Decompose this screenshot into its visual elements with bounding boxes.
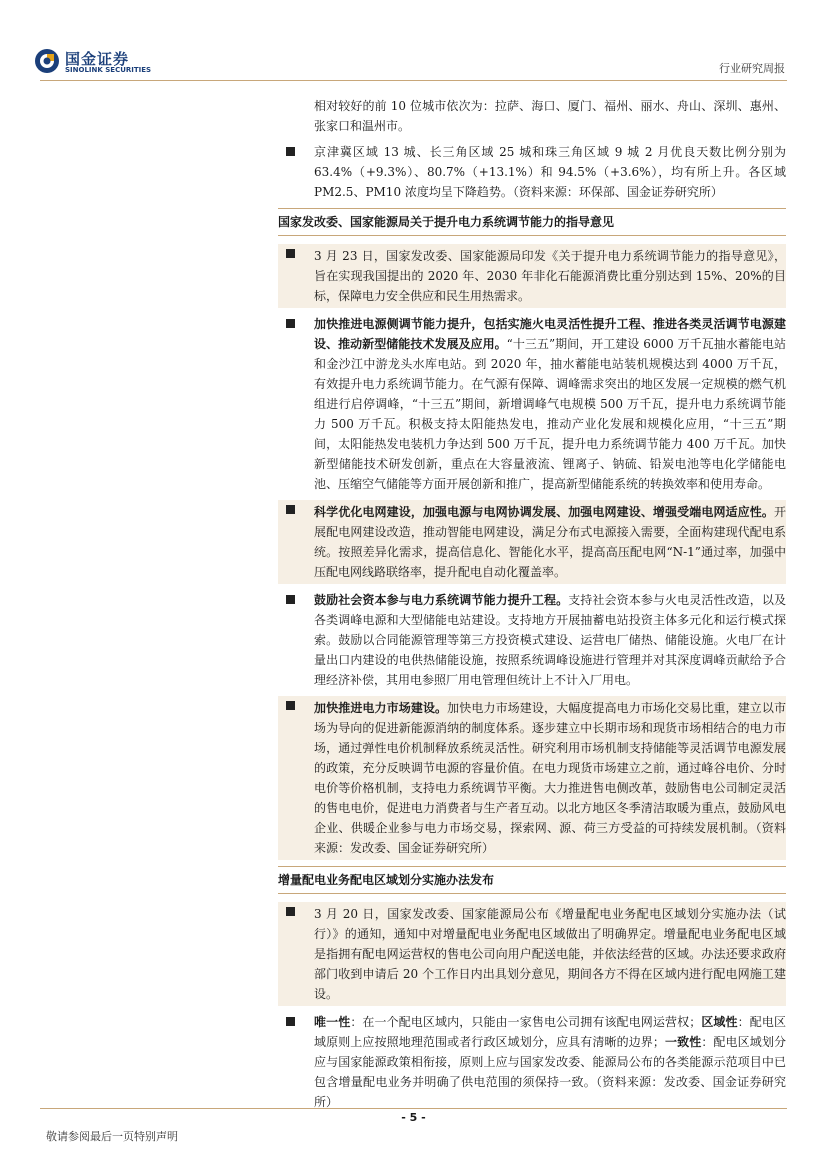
body-text: 支持社会资本参与火电灵活性改造，以及各类调峰电源和大型储能电站建设。支持地方开展抽蓄电站投资主体多元化和运行模式探索。鼓励以合同能源管理等第三方投资模式建设、运营电厂储热、储能设施。火电厂在计量出口内建设的电供热储能设施，按照系统调峰设施进行管理并对其深度调峰贡献给予合理经济补偿，其用电参照厂用电管理但统计上不计入厂用电。 bbox=[314, 593, 786, 687]
paragraph-continuation bbox=[278, 96, 786, 136]
bold-lead-text: 鼓励社会资本参与电力系统调节能力提升工程。 bbox=[314, 593, 569, 607]
square-bullet-icon bbox=[286, 505, 295, 514]
body-text: 京津冀区域 13 城、长三角区域 25 城和珠三角区域 9 城 2 月优良天数比例分别为 63.4%（+9.3%）、80.7%（+13.1%）和 94.5%（+3.6%），均有所上升。各区域 PM2.5、PM10 浓度均呈下降趋势。（资料来源：环保部、国金证券研究所） bbox=[314, 145, 786, 199]
bullet-paragraph bbox=[278, 142, 786, 202]
square-bullet-icon bbox=[286, 249, 295, 258]
bold-lead-text: 一致性 bbox=[664, 1035, 702, 1049]
company-logo bbox=[34, 46, 154, 80]
section-title: 国家发改委、国家能源局关于提升电力系统调节能力的指导意见 bbox=[278, 208, 786, 236]
page-number: - 5 - bbox=[401, 1111, 426, 1124]
body-text: ：配电区域划分应与国家能源政策相衔接，原则上应与国家发改委、能源局公布的各类能源示范项目中已包含增量配电业务并明确了供电范围的须保持一致。（资料来源：发改委、国金证券研究所） bbox=[314, 1035, 786, 1109]
body-text: 3 月 20 日，国家发改委、国家能源局公布《增量配电业务配电区域划分实施办法（试行）》的通知，通知中对增量配电业务配电区域做出了明确界定。增量配电业务配电区域是指拥有配电网运营权的售电公司向用户配送电能，并依法经营的区域。办法还要求政府部门收到申请后 20 个工作日内出具划分意见，期间各方不得在区域内进行配电网施工建设。 bbox=[314, 907, 786, 1001]
bold-lead-text: 科学优化电网建设，加强电源与电网协调发展、加强电网建设、增强受端电网适应性。 bbox=[314, 505, 774, 519]
bold-lead-text: 加快推进电力市场建设。 bbox=[314, 701, 448, 715]
bullet-paragraph bbox=[278, 244, 786, 308]
square-bullet-icon bbox=[286, 319, 295, 328]
logo-text-cn: 国金证券 bbox=[65, 50, 130, 68]
bullet-paragraph bbox=[278, 314, 786, 494]
body-text: 加快电力市场建设，大幅度提高电力市场化交易比重，建立以市场为导向的促进新能源消纳的制度体系。逐步建立中长期市场和现货市场相结合的电力市场，通过弹性电价机制释放系统灵活性。研究利用市场机制支持储能等灵活调节电源发展的政策，充分反映调节电源的容量价值。在电力现货市场建立之前，通过峰谷电价、分时电价等价格机制，支持电力系统调节平衡。大力推进售电侧改革，鼓励售电公司制定灵活的售电电价，促进电力消费者与生产者互动。以北方地区冬季清洁取暖为重点，鼓励风电企业、供暖企业参与电力市场交易，探索网、源、荷三方受益的可持续发展机制。（资料来源：发改委、国金证券研究所） bbox=[314, 701, 786, 855]
footer-divider bbox=[40, 1108, 787, 1109]
body-text: 相对较好的前 10 位城市依次为：拉萨、海口、厦门、福州、丽水、舟山、深圳、惠州、张家口和温州市。 bbox=[314, 99, 786, 133]
body-text: 开展配电网建设改造，推动智能电网建设，满足分布式电源接入需要，全面构建现代配电系统。按照差异化需求，提高信息化、智能化水平，提高高压配电网“N-1”通过率，加强中压配电网线路联络率，提升配电自动化覆盖率。 bbox=[314, 505, 786, 579]
header-divider bbox=[40, 80, 787, 81]
report-type-label: 行业研究周报 bbox=[719, 62, 785, 75]
bullet-paragraph bbox=[278, 696, 786, 860]
square-bullet-icon bbox=[286, 1017, 295, 1026]
body-text: ：配电区域原则上应按照地理范围或者行政区域划分，应具有清晰的边界； bbox=[314, 1015, 786, 1049]
square-bullet-icon bbox=[286, 595, 295, 604]
bullet-paragraph bbox=[278, 500, 786, 584]
disclaimer-text: 敬请参阅最后一页特别声明 bbox=[46, 1130, 178, 1143]
page-header bbox=[0, 0, 827, 86]
bold-lead-text: 加快推进电源侧调节能力提升，包括实施火电灵活性提升工程、推进各类灵活调节电源建设、推动新型储能技术发展及应用。 bbox=[314, 317, 786, 351]
body-text: “十三五”期间，开工建设 6000 万千瓦抽水蓄能电站和金沙江中游龙头水库电站。到 2020 年，抽水蓄能电站装机规模达到 4000 万千瓦，有效提升电力系统调节能力。在气源有保障、调峰需求突出的地区发展一定规模的燃气机组进行启停调峰，“十三五”期间，新增调峰气电规模 500 万千瓦，提升电力系统调节能力 500 万千瓦。积极支持太阳能热发电，推动产业化发展和规模化应用，“十三五”期间，太阳能热发电装机力争达到 500 万千瓦，提升电力系统调节能力 400 万千瓦。加快新型储能技术研发创新，重点在大容量液流、锂离子、钠硫、铅炭电池等电化学储能电池、压缩空气储能等方面开展创新和推广，提高新型储能系统的转换效率和使用寿命。 bbox=[314, 337, 786, 491]
square-bullet-icon bbox=[286, 147, 295, 156]
bullet-paragraph bbox=[278, 590, 786, 690]
section-title: 增量配电业务配电区域划分实施办法发布 bbox=[278, 866, 786, 894]
body-text: ：在一个配电区域内，只能由一家售电公司拥有该配电网运营权； bbox=[350, 1015, 702, 1029]
bold-lead-text: 区域性 bbox=[701, 1015, 738, 1029]
logo-text-en: SINOLINK SECURITIES bbox=[65, 66, 152, 74]
sinolink-logo-icon bbox=[34, 48, 60, 74]
bold-lead-text: 唯一性 bbox=[314, 1015, 351, 1029]
square-bullet-icon bbox=[286, 701, 295, 710]
body-text: 3 月 23 日，国家发改委、国家能源局印发《关于提升电力系统调节能力的指导意见》，旨在实现我国提出的 2020 年、2030 年非化石能源消费比重分别达到 15%、20%的目标，保障电力安全供应和民生用热需求。 bbox=[314, 249, 786, 303]
bullet-paragraph bbox=[278, 902, 786, 1006]
report-body bbox=[278, 96, 786, 1118]
bullet-paragraph bbox=[278, 1012, 786, 1112]
square-bullet-icon bbox=[286, 907, 295, 916]
